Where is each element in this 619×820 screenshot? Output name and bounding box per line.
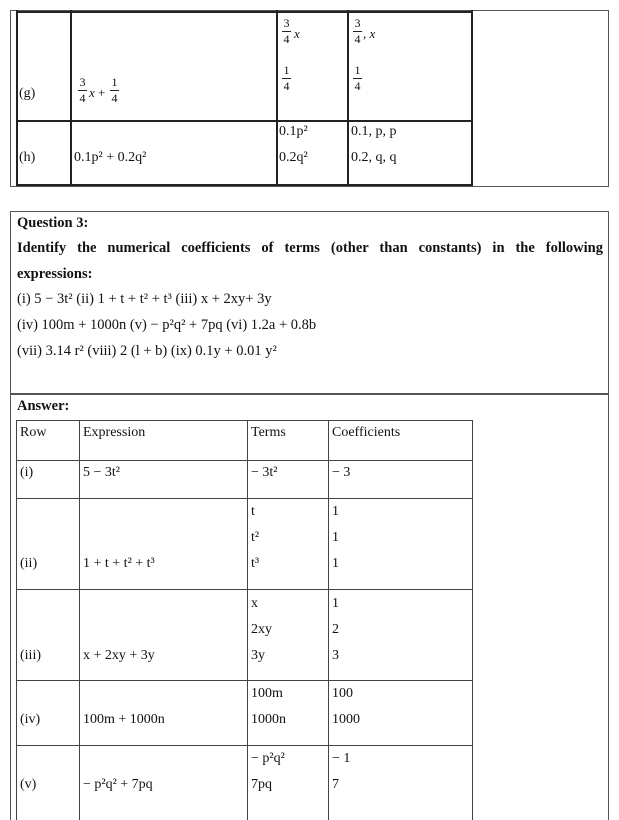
coefficient: 7	[332, 777, 339, 792]
table-line	[79, 420, 80, 820]
coefficient-suffix: , x	[363, 26, 376, 41]
coefficient: 1000	[332, 712, 360, 727]
expression: 5 − 3t²	[83, 465, 120, 480]
table-line	[472, 420, 473, 820]
table-line	[16, 460, 473, 461]
expression: 1 + t + t² + t³	[83, 556, 155, 571]
table-line	[471, 10, 473, 186]
term-variable: x	[294, 26, 300, 41]
table-line	[16, 589, 473, 590]
row-label: (iii)	[20, 648, 41, 663]
fraction: 3 4	[79, 75, 86, 105]
question-expressions-line: (iv) 100m + 1000n (v) − p²q² + 7pq (vi) 1.2a + 0.8b	[17, 317, 317, 333]
answer-border	[10, 394, 609, 820]
question-expressions-line: (vii) 3.14 r² (viii) 2 (l + b) (ix) 0.1y + 0.01 y²	[17, 343, 277, 359]
coefficient: − 3	[332, 465, 351, 480]
header-row: Row	[20, 425, 47, 440]
row-label: (h)	[19, 150, 36, 165]
expression: x + 2xy + 3y	[83, 648, 155, 663]
term: 1000n	[251, 712, 286, 727]
term: 3y	[251, 648, 265, 663]
coefficient: 0.1, p, p	[351, 124, 397, 139]
term: − 3t²	[251, 465, 278, 480]
row-label: (ii)	[20, 556, 38, 571]
term: t	[251, 504, 255, 519]
table-line	[16, 420, 17, 820]
coefficient: 1	[332, 530, 339, 545]
table-line	[16, 680, 473, 681]
table-line	[16, 420, 473, 421]
table-line	[16, 11, 473, 13]
header-terms: Terms	[251, 425, 286, 440]
row-label: (i)	[20, 465, 34, 480]
coefficient: 1	[332, 556, 339, 571]
term: 7pq	[251, 777, 272, 792]
fraction: 1 4	[354, 63, 361, 93]
table-line	[16, 120, 473, 122]
coefficient: 2	[332, 622, 339, 637]
question-expressions-line: (i) 5 − 3t² (ii) 1 + t + t² + t³ (iii) x + 2xy+ 3y	[17, 291, 272, 307]
question-prompt: expressions:	[17, 266, 93, 282]
coefficient: 1	[332, 596, 339, 611]
question-heading: Question 3:	[17, 215, 89, 231]
term: t³	[251, 556, 260, 571]
expression-operator: +	[98, 85, 106, 100]
table-line	[16, 184, 473, 186]
term: 0.2q²	[279, 150, 308, 165]
row-label: (g)	[19, 86, 36, 101]
coefficient: 3	[332, 648, 339, 663]
header-expression: Expression	[83, 425, 146, 440]
header-coefficients: Coefficients	[332, 425, 401, 440]
fraction: 1 4	[111, 75, 118, 105]
table-line	[16, 10, 18, 186]
table-line	[276, 10, 278, 186]
term: 100m	[251, 686, 283, 701]
table-line	[328, 420, 329, 820]
answer-heading: Answer:	[17, 398, 70, 414]
table-line	[16, 498, 473, 499]
fraction: 3 4	[354, 16, 361, 46]
term: 2xy	[251, 622, 272, 637]
row-label: (iv)	[20, 712, 41, 727]
term: − p²q²	[251, 751, 285, 766]
table-line	[16, 745, 473, 746]
term: t²	[251, 530, 260, 545]
table-line	[347, 10, 349, 186]
expression: 100m + 1000n	[83, 712, 165, 727]
fraction: 3 4	[283, 16, 290, 46]
term: 0.1p²	[279, 124, 308, 139]
coefficient: 1	[332, 504, 339, 519]
term: x	[251, 596, 258, 611]
coefficient: 100	[332, 686, 353, 701]
coefficient: − 1	[332, 751, 351, 766]
fraction: 1 4	[283, 63, 290, 93]
expression-variable: x	[89, 85, 95, 100]
expression: − p²q² + 7pq	[83, 777, 153, 792]
question-prompt: Identify the numerical coefficients of terms (other than constants) in the following	[17, 240, 603, 256]
table-line	[247, 420, 248, 820]
table-line	[70, 10, 72, 186]
row-label: (v)	[20, 777, 37, 792]
expression: 0.1p² + 0.2q²	[74, 150, 147, 165]
coefficient: 0.2, q, q	[351, 150, 397, 165]
